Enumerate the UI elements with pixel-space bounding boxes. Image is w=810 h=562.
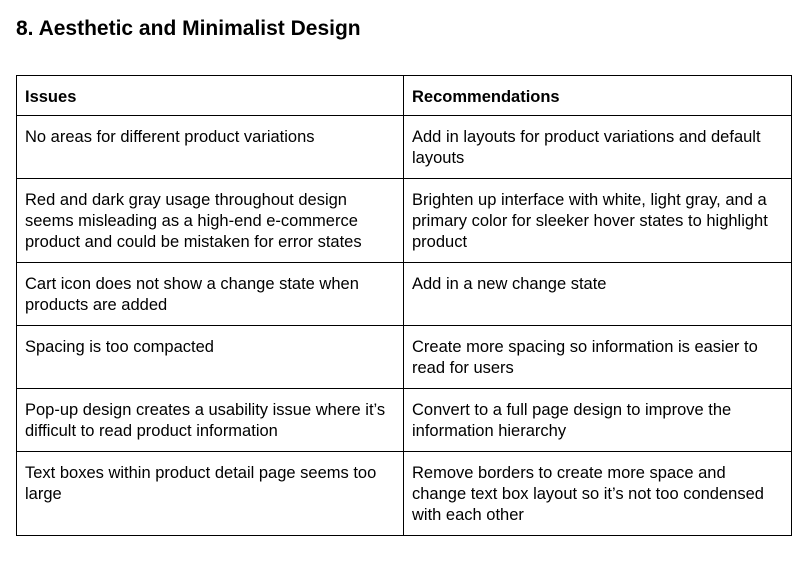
recommendation-cell: Create more spacing so information is easier to read for users (404, 326, 792, 389)
issue-cell: Red and dark gray usage throughout design seems misleading as a high-end e-commerce product and could be mistaken for error states (17, 179, 404, 263)
table-row (17, 326, 792, 389)
table-row (17, 116, 792, 179)
table-row (17, 452, 792, 536)
section-heading: 8. Aesthetic and Minimalist Design (16, 17, 361, 40)
recommendation-cell: Add in a new change state (404, 263, 792, 326)
recommendation-cell: Remove borders to create more space and change text box layout so it’s not too condensed with each other (404, 452, 792, 536)
recommendation-cell: Add in layouts for product variations and default layouts (404, 116, 792, 179)
issues-recommendations-table (16, 75, 792, 536)
issue-cell: Pop-up design creates a usability issue where it’s difficult to read product information (17, 389, 404, 452)
column-header-issues: Issues (17, 76, 404, 116)
table-row (17, 263, 792, 326)
table-row (17, 179, 792, 263)
recommendation-cell: Brighten up interface with white, light gray, and a primary color for sleeker hover states to highlight product (404, 179, 792, 263)
table-header-row (17, 76, 792, 116)
issue-cell: No areas for different product variations (17, 116, 404, 179)
column-header-recommendations: Recommendations (404, 76, 792, 116)
issue-cell: Cart icon does not show a change state when products are added (17, 263, 404, 326)
recommendation-cell: Convert to a full page design to improve the information hierarchy (404, 389, 792, 452)
issue-cell: Text boxes within product detail page seems too large (17, 452, 404, 536)
issue-cell: Spacing is too compacted (17, 326, 404, 389)
table-row (17, 389, 792, 452)
